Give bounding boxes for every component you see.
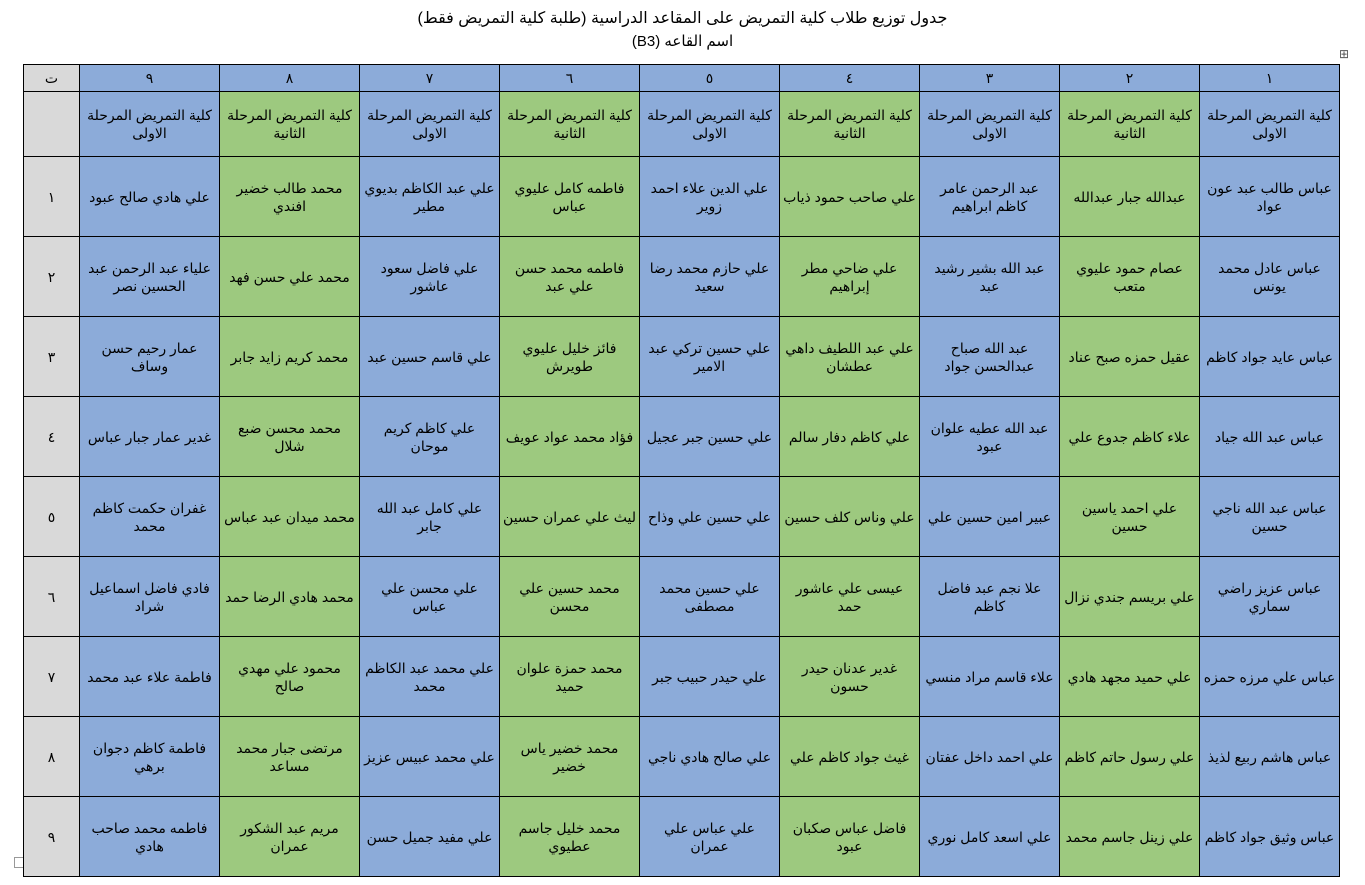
student-name-cell: علاء قاسم مراد منسي	[920, 637, 1060, 717]
row-number-cell: ١	[24, 157, 80, 237]
student-name-cell: علي كاظم دفار سالم	[780, 397, 920, 477]
student-name-cell: غفران حكمت كاظم محمد	[80, 477, 220, 557]
column-number-header: ٩	[80, 65, 220, 92]
column-number-header: ٦	[500, 65, 640, 92]
student-name-cell: فاطمة كاظم دجوان برهي	[80, 717, 220, 797]
column-stage-header: كلية التمريض المرحلة الثانية	[500, 92, 640, 157]
student-name-cell: علي حسين جبر عجيل	[640, 397, 780, 477]
row-number-cell: ٦	[24, 557, 80, 637]
table-row	[24, 797, 1340, 877]
title-block	[0, 0, 1365, 52]
student-name-cell: علي احمد ياسين حسين	[1060, 477, 1200, 557]
page-title: جدول توزيع طلاب كلية التمريض على المقاعد الدراسية (طلبة كلية التمريض فقط)	[417, 10, 948, 27]
student-name-cell: علي الدين علاء احمد زوير	[640, 157, 780, 237]
student-name-cell: عباس عادل محمد يونس	[1200, 237, 1340, 317]
student-name-cell: محمد هادي الرضا حمد	[220, 557, 360, 637]
student-name-cell: علي صاحب حمود ذياب	[780, 157, 920, 237]
student-name-cell: فادي فاضل اسماعيل شراد	[80, 557, 220, 637]
row-number-cell: ٩	[24, 797, 80, 877]
student-name-cell: علي كاظم كريم موحان	[360, 397, 500, 477]
hall-name: اسم القاعه (B3)	[631, 33, 734, 50]
student-name-cell: علي حازم محمد رضا سعيد	[640, 237, 780, 317]
student-name-cell: عبد الله بشير رشيد عبد	[920, 237, 1060, 317]
column-number-header: ٤	[780, 65, 920, 92]
column-stage-header: كلية التمريض المرحلة الاولى	[360, 92, 500, 157]
seating-table-wrapper	[24, 64, 1340, 877]
student-name-cell: غدير عمار جبار عباس	[80, 397, 220, 477]
student-name-cell: عبير امين حسين علي	[920, 477, 1060, 557]
table-header-stage-row	[24, 92, 1340, 157]
student-name-cell: علي عبد اللطيف داهي عطشان	[780, 317, 920, 397]
student-name-cell: محمد طالب خضير افندي	[220, 157, 360, 237]
student-name-cell: علي حميد مجهد هادي	[1060, 637, 1200, 717]
table-row	[24, 317, 1340, 397]
student-name-cell: فاطمه محمد حسن علي عبد	[500, 237, 640, 317]
column-number-header: ٣	[920, 65, 1060, 92]
student-name-cell: علي حيدر حبيب جبر	[640, 637, 780, 717]
student-name-cell: غيث جواد كاظم علي	[780, 717, 920, 797]
student-name-cell: علاء كاظم جدوع علي	[1060, 397, 1200, 477]
page-corner-marker-icon: ⊞	[1338, 47, 1350, 61]
student-name-cell: علي حسين علي وذاح	[640, 477, 780, 557]
student-name-cell: علي هادي صالح عبود	[80, 157, 220, 237]
student-name-cell: ليث علي عمران حسين	[500, 477, 640, 557]
student-name-cell: عمار رحيم حسن وساف	[80, 317, 220, 397]
column-number-header: ١	[1200, 65, 1340, 92]
row-number-cell: ٧	[24, 637, 80, 717]
student-name-cell: فاطمه محمد صاحب هادي	[80, 797, 220, 877]
student-name-cell: عباس عبد الله جياد	[1200, 397, 1340, 477]
student-name-cell: فاطمة علاء عبد محمد	[80, 637, 220, 717]
student-name-cell: علي فاضل سعود عاشور	[360, 237, 500, 317]
table-row	[24, 157, 1340, 237]
student-name-cell: علياء عبد الرحمن عبد الحسين نصر	[80, 237, 220, 317]
row-number-cell: ٨	[24, 717, 80, 797]
student-name-cell: علي قاسم حسين عبد	[360, 317, 500, 397]
student-name-cell: عباس طالب عبد عون عواد	[1200, 157, 1340, 237]
student-name-cell: علي محمد عبد الكاظم محمد	[360, 637, 500, 717]
student-name-cell: علي وناس كلف حسين	[780, 477, 920, 557]
column-stage-header: كلية التمريض المرحلة الاولى	[80, 92, 220, 157]
student-name-cell: عباس عزيز راضي سماري	[1200, 557, 1340, 637]
student-name-cell: عباس عايد جواد كاظم	[1200, 317, 1340, 397]
student-name-cell: علي بريسم جندي نزال	[1060, 557, 1200, 637]
student-name-cell: عبدالله جبار عبدالله	[1060, 157, 1200, 237]
table-row	[24, 397, 1340, 477]
student-name-cell: محمد حمزة علوان حميد	[500, 637, 640, 717]
student-name-cell: فاطمه كامل عليوي عباس	[500, 157, 640, 237]
student-name-cell: محمد علي حسن فهد	[220, 237, 360, 317]
table-row	[24, 477, 1340, 557]
row-number-cell: ٤	[24, 397, 80, 477]
student-name-cell: علي محمد عبيس عزيز	[360, 717, 500, 797]
student-name-cell: فائز خليل عليوي طويرش	[500, 317, 640, 397]
column-stage-header: كلية التمريض المرحلة الثانية	[1060, 92, 1200, 157]
column-number-header: ٥	[640, 65, 780, 92]
student-name-cell: علا نجم عبد فاضل كاظم	[920, 557, 1060, 637]
table-row	[24, 637, 1340, 717]
student-name-cell: محمد خليل جاسم عطيوي	[500, 797, 640, 877]
student-name-cell: عباس هاشم ربيع لذيذ	[1200, 717, 1340, 797]
student-name-cell: فؤاد محمد عواد عويف	[500, 397, 640, 477]
student-name-cell: علي رسول حاتم كاظم	[1060, 717, 1200, 797]
row-index-header-blank	[24, 92, 80, 157]
student-name-cell: علي ضاحي مطر إبراهيم	[780, 237, 920, 317]
student-name-cell: مرتضى جبار محمد مساعد	[220, 717, 360, 797]
table-row	[24, 237, 1340, 317]
student-name-cell: عبد الله عطيه علوان عبود	[920, 397, 1060, 477]
student-name-cell: علي عباس علي عمران	[640, 797, 780, 877]
student-name-cell: علي محسن علي عباس	[360, 557, 500, 637]
student-name-cell: عباس عبد الله ناجي حسين	[1200, 477, 1340, 557]
column-number-header: ٢	[1060, 65, 1200, 92]
student-name-cell: محمد كريم زايد جابر	[220, 317, 360, 397]
column-number-header: ٨	[220, 65, 360, 92]
student-name-cell: علي كامل عبد الله جابر	[360, 477, 500, 557]
student-name-cell: علي حسين محمد مصطفى	[640, 557, 780, 637]
student-name-cell: علي عبد الكاظم بديوي مطير	[360, 157, 500, 237]
row-number-cell: ٥	[24, 477, 80, 557]
student-name-cell: عبد الرحمن عامر كاظم ابراهيم	[920, 157, 1060, 237]
column-stage-header: كلية التمريض المرحلة الاولى	[920, 92, 1060, 157]
column-stage-header: كلية التمريض المرحلة الثانية	[780, 92, 920, 157]
student-name-cell: علي صالح هادي ناجي	[640, 717, 780, 797]
student-name-cell: عباس علي مرزه حمزه	[1200, 637, 1340, 717]
student-name-cell: علي حسين تركي عبد الامير	[640, 317, 780, 397]
student-name-cell: غدير عدنان حيدر حسون	[780, 637, 920, 717]
student-name-cell: عصام حمود عليوي متعب	[1060, 237, 1200, 317]
student-name-cell: عيسى علي عاشور حمد	[780, 557, 920, 637]
student-name-cell: عباس وثيق جواد كاظم	[1200, 797, 1340, 877]
student-name-cell: عقيل حمزه صبح عناد	[1060, 317, 1200, 397]
column-number-header: ٧	[360, 65, 500, 92]
corner-header: ت	[24, 65, 80, 92]
column-stage-header: كلية التمريض المرحلة الاولى	[1200, 92, 1340, 157]
student-name-cell: مريم عبد الشكور عمران	[220, 797, 360, 877]
student-name-cell: محمد خضير ياس خضير	[500, 717, 640, 797]
student-name-cell: علي زينل جاسم محمد	[1060, 797, 1200, 877]
student-name-cell: محمد محسن ضبع شلال	[220, 397, 360, 477]
seating-table	[23, 64, 1340, 877]
table-row	[24, 557, 1340, 637]
table-header-numbers-row	[24, 65, 1340, 92]
row-number-cell: ٣	[24, 317, 80, 397]
student-name-cell: علي مفيد جميل حسن	[360, 797, 500, 877]
column-stage-header: كلية التمريض المرحلة الاولى	[640, 92, 780, 157]
row-number-cell: ٢	[24, 237, 80, 317]
table-row	[24, 717, 1340, 797]
student-name-cell: محمود علي مهدي صالح	[220, 637, 360, 717]
student-name-cell: علي اسعد كامل نوري	[920, 797, 1060, 877]
student-name-cell: فاضل عباس صكبان عبود	[780, 797, 920, 877]
student-name-cell: محمد حسين علي محسن	[500, 557, 640, 637]
student-name-cell: عبد الله صباح عبدالحسن جواد	[920, 317, 1060, 397]
student-name-cell: محمد ميدان عبد عباس	[220, 477, 360, 557]
column-stage-header: كلية التمريض المرحلة الثانية	[220, 92, 360, 157]
student-name-cell: علي احمد داخل عفتان	[920, 717, 1060, 797]
